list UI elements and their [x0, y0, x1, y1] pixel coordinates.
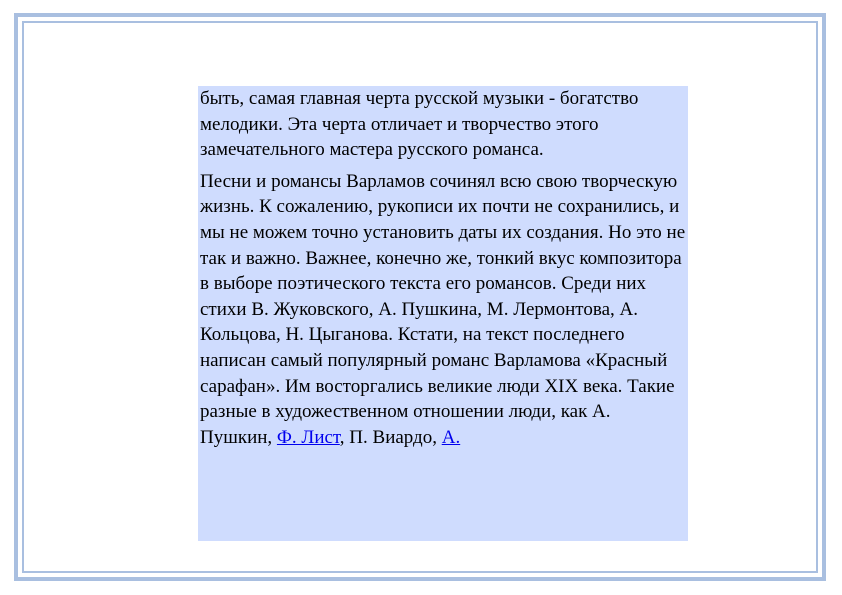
- text-box: [198, 86, 688, 541]
- paragraph-2: [200, 169, 686, 451]
- link-a[interactable]: А.: [441, 426, 461, 448]
- link-f-list[interactable]: Ф. Лист: [276, 426, 340, 448]
- paragraph-1: быть, самая главная черта русской музыки - богатство мелодики. Эта черта отличает и творчество этого замечательного мастера русского романса.: [200, 88, 639, 161]
- paragraph-2-text: Песни и романсы Варламов сочинял всю свою творческую жизнь. К сожалению, рукописи их почти не сохранились, и мы не можем точно установить даты их создания. Но это не так и важно. Важнее, конечно же, тонкий вкус композитора в выборе поэтического текста его романсов. Среди них стихи В. Жуковского, А. Пушкина, М. Лермонтова, А. Кольцова, Н. Цыганова. Кстати, на текст последнего написан самый популярный романс Варламова «Красный сарафан». Им восторгались великие люди XIX века. Такие разные в художественном отношении люди, как А. Пушкин,: [200, 170, 686, 448]
- paragraph-2-between-links: , П. Виардо,: [339, 426, 442, 448]
